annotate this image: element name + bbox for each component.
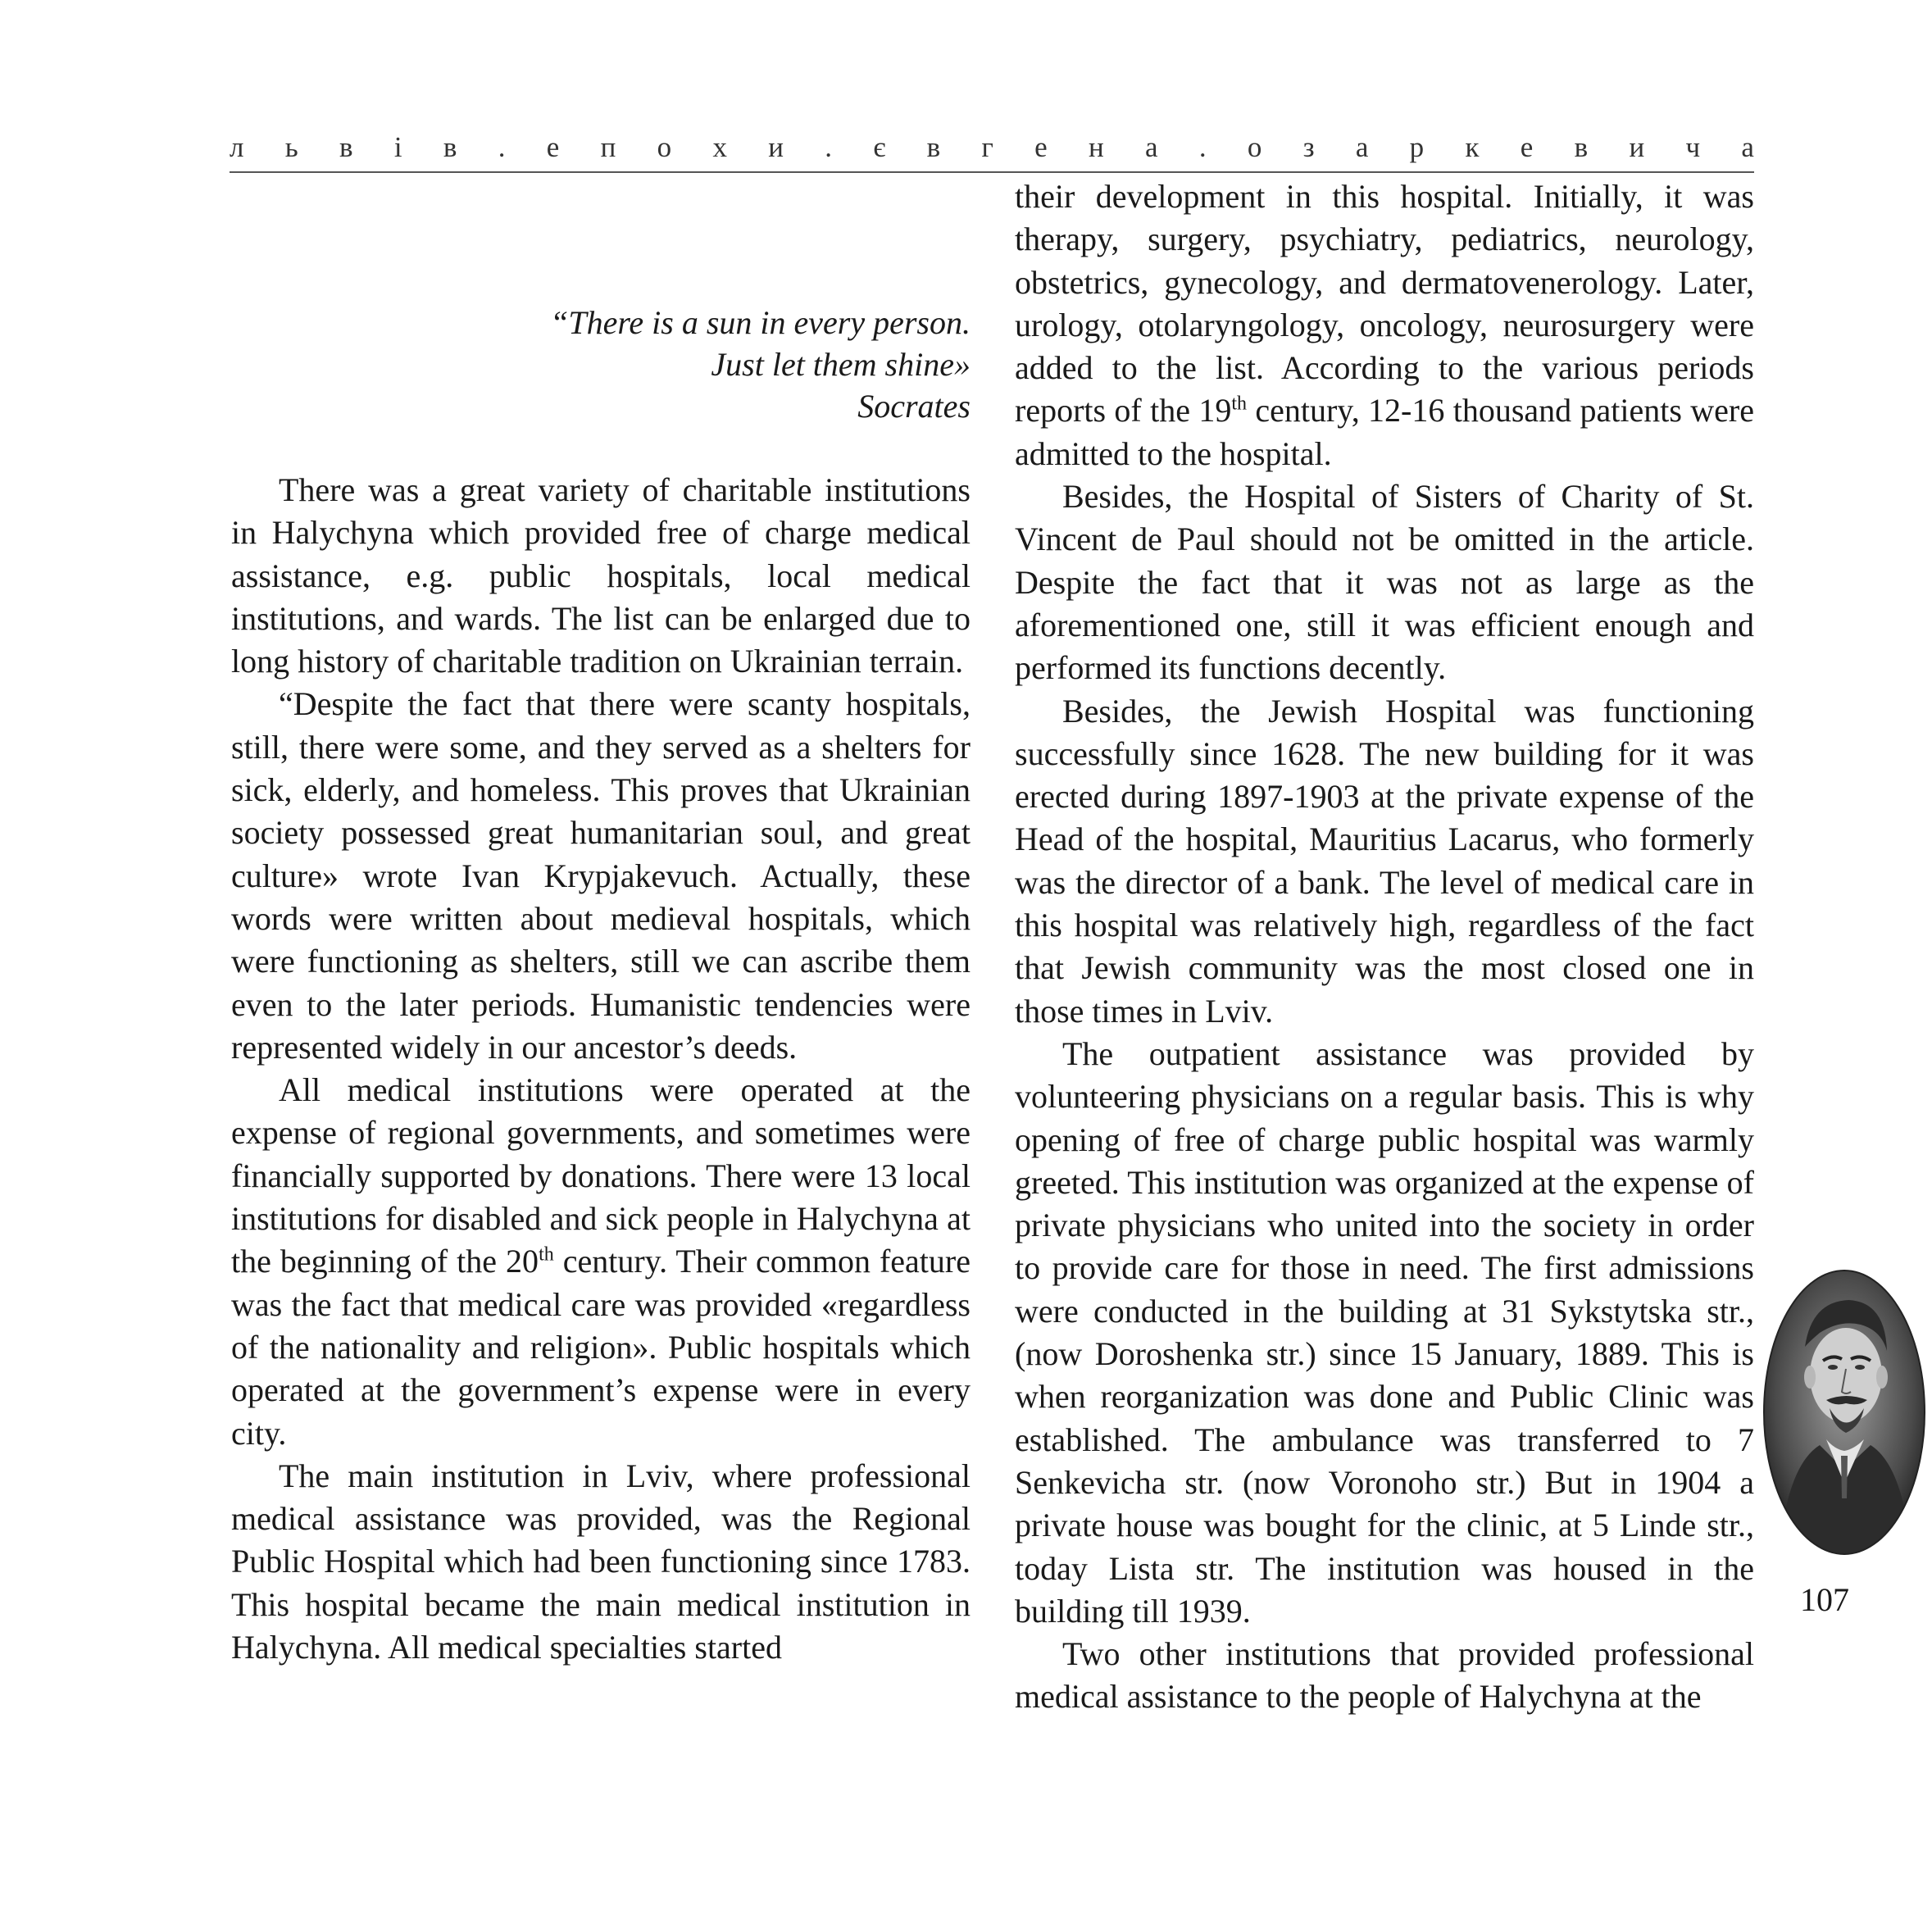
paragraph: their development in this hospital. Initially, it was therapy, surgery, psychiatry, pediatrics, neurology, obstetrics, gynecology, and dermatovenerology. Later, urology, otolaryngology, oncology, neurosurgery were added to the list. According to the various periods reports of the 19th century, 12-16 thousand patients were admitted to the hospital. [1015,178,1754,472]
running-head-letter: г [981,131,993,163]
right-column [1015,175,1754,1719]
running-head-letter: х [712,131,727,163]
running-head-letter: ч [1685,131,1701,163]
running-head-letter: е [546,131,560,163]
running-head-letter: а [1741,131,1754,163]
running-head-letter: л [230,131,244,163]
paragraph: “Despite the fact that there were scanty hospitals, still, there were some, and they served as a shelters for sick, elderly, and homeless. This proves that Ukrainian society possessed great humanitarian soul, and great culture» wrote Ivan Krypjakevuch. Actually, these words were written about medieval hospitals, which were functioning as shelters, still we can ascribe them even to the later periods. Humanistic tendencies were represented widely in our ancestor’s deeds. [231,685,971,1066]
running-head [230,131,1754,170]
running-head-letter: в [926,131,941,163]
page-number: 107 [1800,1581,1849,1618]
running-head-letter: о [657,131,672,163]
epigraph [231,302,971,427]
running-head-letter: . [498,131,506,163]
running-head-letter: . [1198,131,1207,163]
running-head-letter: в [443,131,457,163]
running-head-title [230,131,1754,164]
running-head-letter: є [873,131,886,163]
running-head-letter: ь [284,131,298,163]
portrait-image [1762,1269,1926,1556]
paragraph: The outpatient assistance was provided by volunteering physicians on a regular basis. This is why opening of free of charge public hospital was warmly greeted. This institution was organized at the expense of private physicians who united into the society in order to provide care for those in need. The first admissions were conducted in the building at 31 Sykstytska str., (now Doroshenka str.) since 15 January, 1889. This is when reorganization was done and Public Clinic was established. The ambulance was transferred to 7 Senkevicha str. (now Voronoho str.) But in 1904 a private house was bought for the clinic, at 5 Linde str., today Lista str. The institution was housed in the building till 1939. [1015,1034,1754,1630]
paragraph: Two other institutions that provided professional medical assistance to the people of Halychyna at the [1015,1635,1754,1716]
epigraph-author: Socrates [857,388,971,425]
running-head-letter: . [825,131,833,163]
running-head-letter: е [1034,131,1048,163]
running-head-letter: е [1520,131,1534,163]
running-head-letter: і [393,131,402,163]
running-head-letter: и [1629,131,1645,163]
running-head-letter: н [1088,131,1104,163]
running-head-letter: и [768,131,784,163]
paragraph: Besides, the Jewish Hospital was functioning successfully since 1628. The new building for it was erected during 1897-1903 at the private expense of the Head of the hospital, Mauritius Lacarus, who formerly was the director of a bank. The level of medical care in this hospital was relatively high, regardless of the fact that Jewish community was the most closed one in those times in Lviv. [1015,692,1754,1030]
epigraph-line-2: Just let them shine» [711,346,971,383]
running-head-letter: в [339,131,353,163]
epigraph-line-1: “There is a sun in every person. [550,304,971,341]
paragraph: All medical institutions were operated at the expense of regional governments, and sometimes were financially supported by donations. There were 13 local institutions for disabled and sick people in Halychyna at the beginning of the 20th century. Their common feature was the fact that medical care was provided «regardless of the nationality and religion». Public hospitals which operated at the government’s expense were in every city. [231,1071,971,1452]
running-head-letter: п [600,131,616,163]
header-rule [230,171,1754,173]
paragraph: There was a great variety of charitable institutions in Halychyna which provided free of charge medical assistance, e.g. public hospitals, local medical institutions, and wards. The list can be enlarged due to long history of charitable tradition on Ukrainian terrain. [231,471,971,680]
running-head-letter: а [1355,131,1369,163]
running-head-letter: к [1465,131,1480,163]
left-column [231,469,971,1669]
running-head-letter: в [1574,131,1589,163]
running-head-letter: а [1145,131,1158,163]
running-head-letter: р [1409,131,1425,163]
paragraph: Besides, the Hospital of Sisters of Charity of St. Vincent de Paul should not be omitted in the article. Despite the fact that it was not as large as the aforementioned one, still it was efficient enough and performed its functions decently. [1015,478,1754,687]
running-head-letter: о [1247,131,1262,163]
paragraph: The main institution in Lviv, where professional medical assistance was provided, was the Regional Public Hospital which had been functioning since 1783. This hospital became the main medical institution in Halychyna. All medical specialties started [231,1457,971,1666]
running-head-letter: з [1302,131,1315,163]
